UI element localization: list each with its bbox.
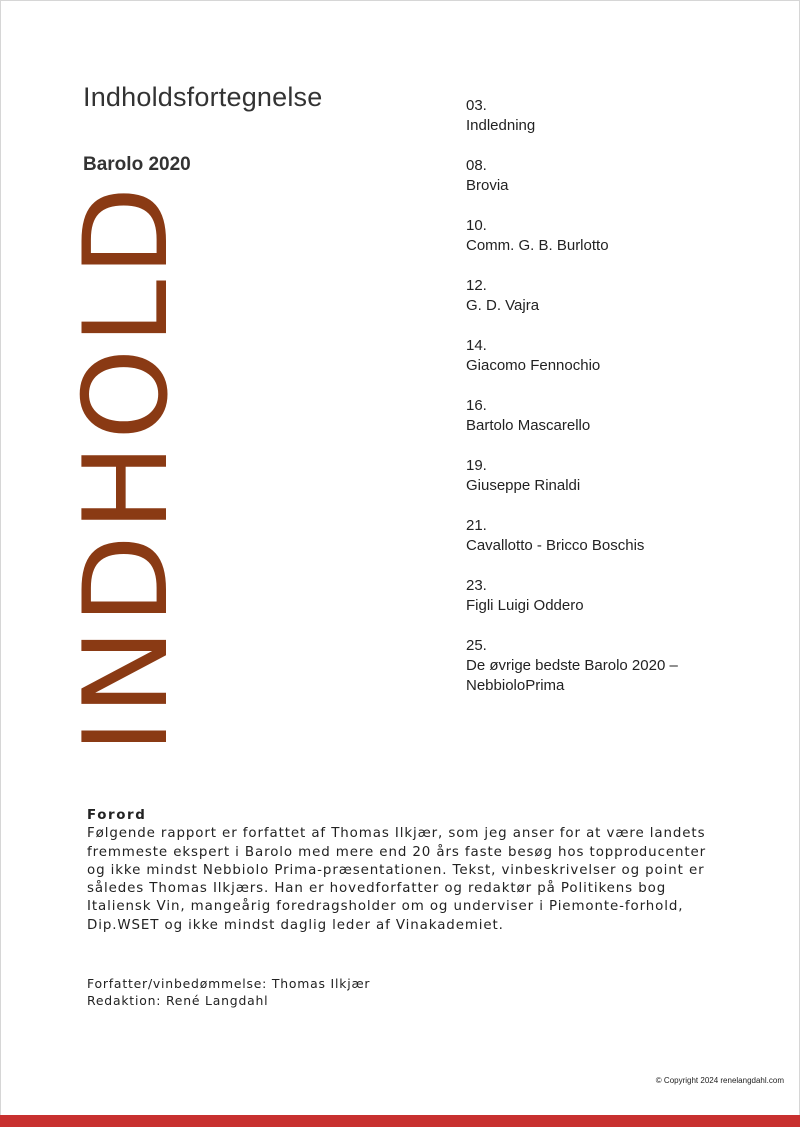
toc-title: Brovia xyxy=(466,177,509,194)
foreword-title: Forord xyxy=(87,808,147,823)
credit-editor: Redaktion: René Langdahl xyxy=(87,993,269,1008)
toc-title: Giuseppe Rinaldi xyxy=(466,477,581,494)
vertical-title: INDHOLD xyxy=(59,182,194,754)
toc-title: Figli Luigi Oddero xyxy=(466,597,584,614)
toc-item[interactable] xyxy=(466,456,766,516)
table-of-contents xyxy=(466,96,766,696)
toc-page-number: 12. xyxy=(466,277,487,294)
credit-author: Forfatter/vinbedømmelse: Thomas Ilkjær xyxy=(87,976,371,991)
toc-title: G. D. Vajra xyxy=(466,297,540,314)
toc-item[interactable] xyxy=(466,576,766,636)
toc-item[interactable] xyxy=(466,216,766,276)
toc-item[interactable] xyxy=(466,396,766,456)
toc-title: De øvrige bedste Barolo 2020 – NebbioloPrima xyxy=(466,657,678,694)
toc-page-number: 16. xyxy=(466,397,487,414)
toc-item[interactable] xyxy=(466,336,766,396)
toc-page-number: 25. xyxy=(466,637,487,654)
toc-page-number: 19. xyxy=(466,457,487,474)
toc-page-number: 10. xyxy=(466,217,487,234)
toc-title: Cavallotto - Bricco Boschis xyxy=(466,537,645,554)
toc-page-number: 14. xyxy=(466,337,487,354)
page-subtitle: Barolo 2020 xyxy=(83,154,191,175)
toc-title: Bartolo Mascarello xyxy=(466,417,591,434)
toc-title: Comm. G. B. Burlotto xyxy=(466,237,609,254)
footer-bar xyxy=(0,1115,800,1127)
credits xyxy=(87,975,370,1009)
toc-title: Indledning xyxy=(466,117,536,134)
copyright-notice: © Copyright 2024 renelangdahl.com xyxy=(655,1076,784,1085)
page-title: Indholdsfortegnelse xyxy=(83,82,323,112)
foreword xyxy=(87,807,727,935)
toc-item[interactable] xyxy=(466,276,766,336)
toc-item[interactable] xyxy=(466,156,766,216)
toc-item[interactable] xyxy=(466,636,766,696)
toc-page-number: 21. xyxy=(466,517,487,534)
foreword-body: Følgende rapport er forfattet af Thomas Ilkjær, som jeg anser for at være landets fremmeste ekspert i Barolo med mere end 20 års faste besøg hos topproducenter og ikke mindst Nebbiolo Prima-præsentationen. Tekst, vinbeskrivelser og point er således Thomas Ilkjærs. Han er hovedforfatter og redaktør på Politikens bog Italiensk Vin, mangeårig foredragsholder om og underviser i Piemonte-forhold, Dip.WSET og ikke mindst daglig leder af Vinakademiet. xyxy=(87,826,707,933)
toc-page-number: 03. xyxy=(466,97,487,114)
toc-title: Giacomo Fennochio xyxy=(466,357,601,374)
toc-item[interactable] xyxy=(466,516,766,576)
toc-item[interactable] xyxy=(466,96,766,156)
toc-page-number: 08. xyxy=(466,157,487,174)
toc-page-number: 23. xyxy=(466,577,487,594)
